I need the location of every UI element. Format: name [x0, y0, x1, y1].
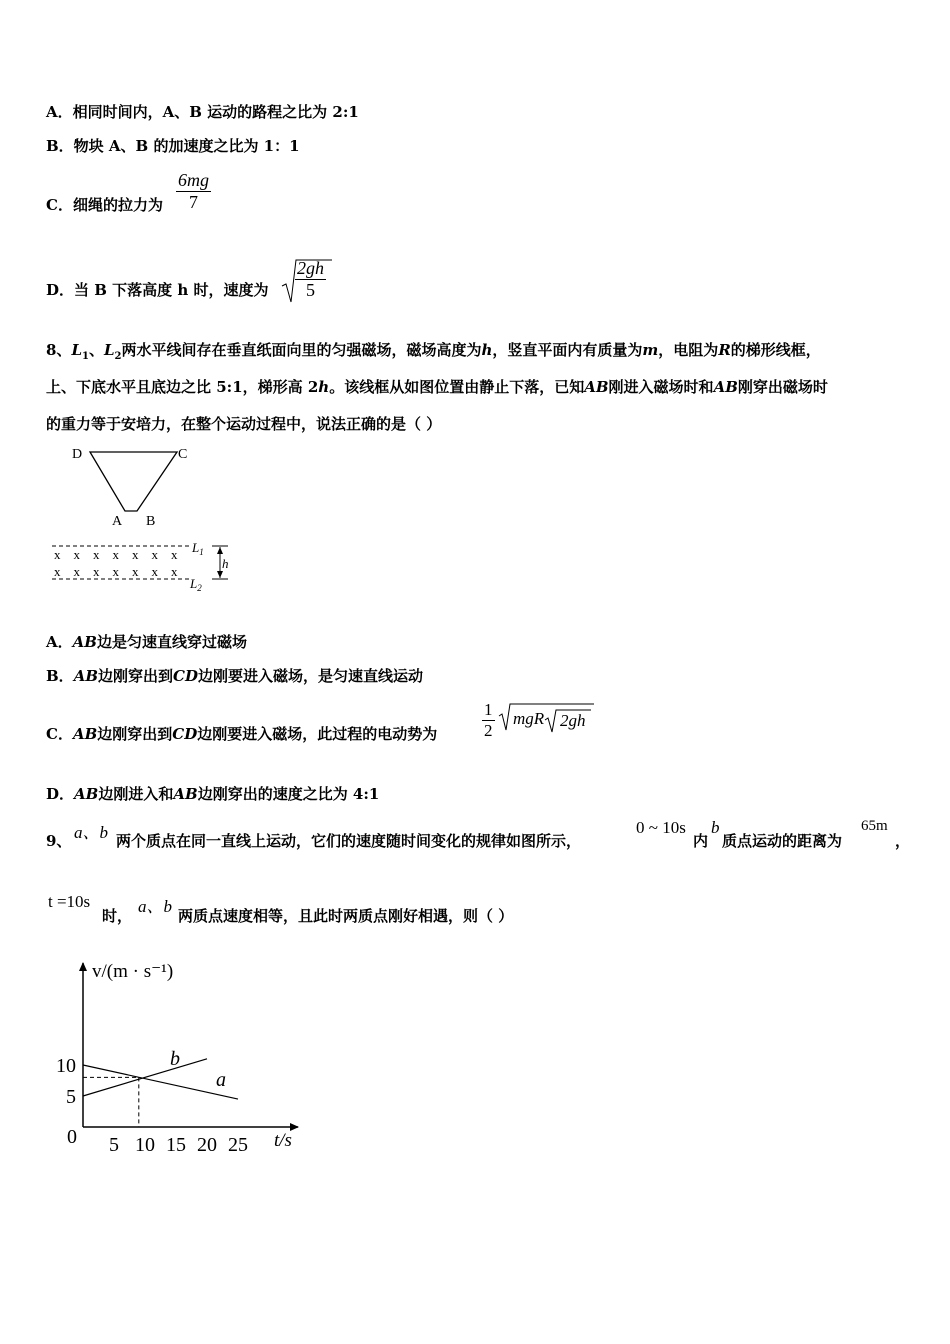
q7-c-denominator: 7 — [189, 192, 198, 212]
vt-chart — [40, 955, 315, 1160]
q8-stem-line2: 上、下底水平且底边之比 5:1，梯形高 2h。该线框从如图位置由静止下落，已知AB刚进入磁场时和AB刚穿出磁场时 — [46, 378, 828, 396]
label-c: C — [178, 447, 188, 462]
x-tick-label: 25 — [228, 1134, 248, 1156]
field-cross: x — [93, 564, 100, 579]
q9-text2: 质点运动的距离为 — [722, 832, 843, 850]
q7-d-fraction — [295, 258, 326, 301]
q9-t-eq: t =10s — [48, 892, 91, 911]
field-cross: x — [171, 547, 178, 562]
q8-c-rad-outer: mgR — [513, 709, 545, 728]
q7-d-numerator: 2gh — [297, 258, 324, 278]
field-cross: x — [54, 547, 61, 562]
q9-b: b — [711, 818, 720, 837]
q7-c-fraction — [176, 170, 211, 213]
q8-option-c: C．AB边刚穿出到CD边刚要进入磁场，此过程的电动势为 — [46, 725, 438, 743]
x-axis-label: t/s — [274, 1130, 292, 1151]
q9-number: 9、 — [46, 832, 72, 850]
x-tick-label: 20 — [197, 1134, 217, 1156]
field-cross: x — [151, 564, 158, 579]
field-cross: x — [112, 564, 119, 579]
field-cross: x — [112, 547, 119, 562]
field-cross: x — [54, 564, 61, 579]
q8-option-a: A．AB边是匀速直线穿过磁场 — [46, 633, 247, 651]
label-l1: $L_1$ — [192, 540, 204, 557]
magnetic-field-crosses — [54, 547, 178, 579]
series-a-label: a — [216, 1069, 226, 1092]
q9-distance: 65m — [861, 818, 888, 834]
x-tick-label: 5 — [109, 1134, 119, 1156]
q9-ab2: a、b — [138, 897, 172, 916]
label-b: B — [146, 514, 156, 529]
x-tick-label: 10 — [135, 1134, 155, 1156]
label-l2: $L_2$ — [190, 576, 202, 593]
q9-text1: 两个质点在同一直线上运动，它们的速度随时间变化的规律如图所示， — [116, 832, 582, 850]
q8-figure — [50, 440, 240, 595]
q9-text3: 两质点速度相等，且此时两质点刚好相遇，则（ ） — [178, 907, 514, 925]
q8-c-rad-inner: 2gh — [560, 711, 586, 730]
q8-stem-line3: 的重力等于安培力，在整个运动过程中，说法正确的是（ ） — [46, 415, 442, 433]
field-cross: x — [171, 564, 178, 579]
q7-option-d: D．当 B 下落高度 h 时，速度为 — [46, 281, 269, 299]
q7-option-b: B．物块 A、B 的加速度之比为 1：1 — [46, 137, 300, 155]
q8-stem-line1: 8、$L_1$、$L_2$两水平线间存在垂直纸面向里的匀强磁场，磁场高度为h，竖直平面内有质量为m，电阻为R的梯形线框， — [46, 341, 821, 362]
field-cross: x — [151, 547, 158, 562]
field-cross: x — [73, 547, 80, 562]
series-b-line — [83, 1059, 207, 1096]
q7-c-numerator: 6mg — [178, 170, 209, 190]
label-a: A — [112, 514, 123, 529]
q9-comma: ， — [895, 832, 911, 850]
q9-ab: a、b — [74, 823, 108, 842]
q8-option-b: B．AB边刚穿出到CD边刚要进入磁场，是匀速直线运动 — [46, 667, 423, 685]
series-a-line — [83, 1065, 238, 1099]
label-d: D — [72, 447, 83, 462]
q9-nei: 内 — [693, 832, 709, 850]
series-b-label: b — [170, 1047, 180, 1070]
origin-label: 0 — [67, 1126, 77, 1148]
q7-d-denominator: 5 — [306, 280, 315, 300]
q7-option-a: A．相同时间内，A、B 运动的路程之比为 2:1 — [46, 103, 359, 121]
q8-option-d: D．AB边刚进入和AB边刚穿出的速度之比为 4:1 — [46, 785, 380, 803]
y-axis-label: v/(m · s⁻¹) — [92, 961, 174, 982]
field-cross: x — [132, 547, 139, 562]
q9-range: 0 ~ 10s — [636, 818, 686, 837]
y-tick-label: 5 — [66, 1086, 76, 1108]
q9-shi: 时， — [102, 907, 133, 925]
trapezoid-frame — [90, 452, 177, 511]
field-cross: x — [93, 547, 100, 562]
label-h: h — [222, 556, 229, 571]
field-cross: x — [132, 564, 139, 579]
q7-option-c: C．细绳的拉力为 — [46, 196, 163, 214]
x-tick-label: 15 — [166, 1134, 186, 1156]
q8-c-half: 1 2 — [484, 700, 493, 740]
y-tick-label: 10 — [56, 1055, 76, 1077]
field-cross: x — [73, 564, 80, 579]
